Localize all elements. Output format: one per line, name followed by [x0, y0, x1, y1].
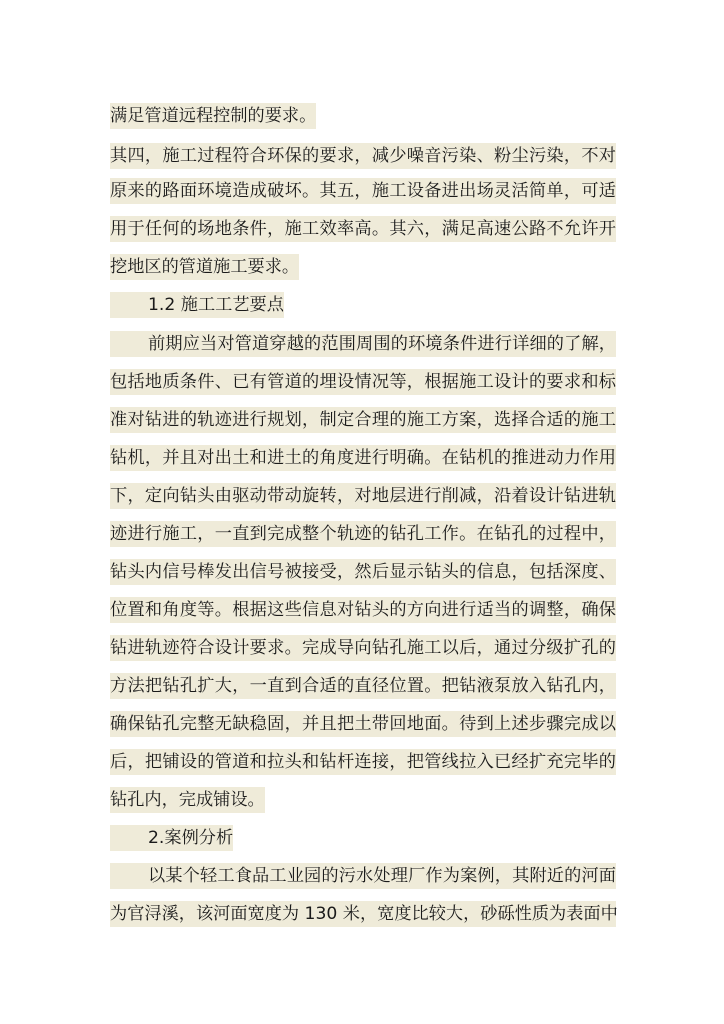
- text-line: 钻孔内，完成铺设。: [110, 787, 265, 813]
- text-line: 迹进行施工，一直到完成整个轨迹的钻孔工作。在钻孔的过程中，: [110, 521, 616, 547]
- text-line: 钻头内信号棒发出信号被接受，然后显示钻头的信息，包括深度、: [110, 559, 616, 585]
- section-heading: 2.案例分析: [110, 825, 233, 851]
- text-line: 其四，施工过程符合环保的要求，减少噪音污染、粉尘污染，不对: [110, 143, 616, 169]
- text-line: 准对钻进的轨迹进行规划，制定合理的施工方案，选择合适的施工: [110, 407, 616, 433]
- text-line: 方法把钻孔扩大，一直到合适的直径位置。把钻液泵放入钻孔内，: [110, 673, 616, 699]
- text-line: 挖地区的管道施工要求。: [110, 254, 299, 280]
- section-heading: 1.2 施工工艺要点: [110, 292, 284, 318]
- text-line: 满足管道远程控制的要求。: [110, 103, 316, 129]
- text-line: 用于任何的场地条件，施工效率高。其六，满足高速公路不允许开: [110, 216, 616, 242]
- text-line: 确保钻孔完整无缺稳固，并且把土带回地面。待到上述步骤完成以: [110, 711, 616, 737]
- text-line: 钻机，并且对出土和进土的角度进行明确。在钻机的推进动力作用: [110, 445, 616, 471]
- text-line: 前期应当对管道穿越的范围周围的环境条件进行详细的了解，: [110, 331, 616, 357]
- text-line: 下，定向钻头由驱动带动旋转，对地层进行削减，沿着设计钻进轨: [110, 483, 616, 509]
- text-line: 为官浔溪，该河面宽度为 130 米，宽度比较大，砂砾性质为表面中: [110, 901, 616, 927]
- text-line: 原来的路面环境造成破坏。其五，施工设备进出场灵活简单，可适: [110, 178, 616, 204]
- text-line: 以某个轻工食品工业园的污水处理厂作为案例，其附近的河面: [110, 863, 616, 889]
- text-line: 位置和角度等。根据这些信息对钻头的方向进行适当的调整，确保: [110, 597, 616, 623]
- text-line: 后，把铺设的管道和拉头和钻杆连接，把管线拉入已经扩充完毕的: [110, 749, 616, 775]
- text-line: 包括地质条件、已有管道的埋设情况等，根据施工设计的要求和标: [110, 369, 616, 395]
- text-line: 钻进轨迹符合设计要求。完成导向钻孔施工以后，通过分级扩孔的: [110, 635, 616, 661]
